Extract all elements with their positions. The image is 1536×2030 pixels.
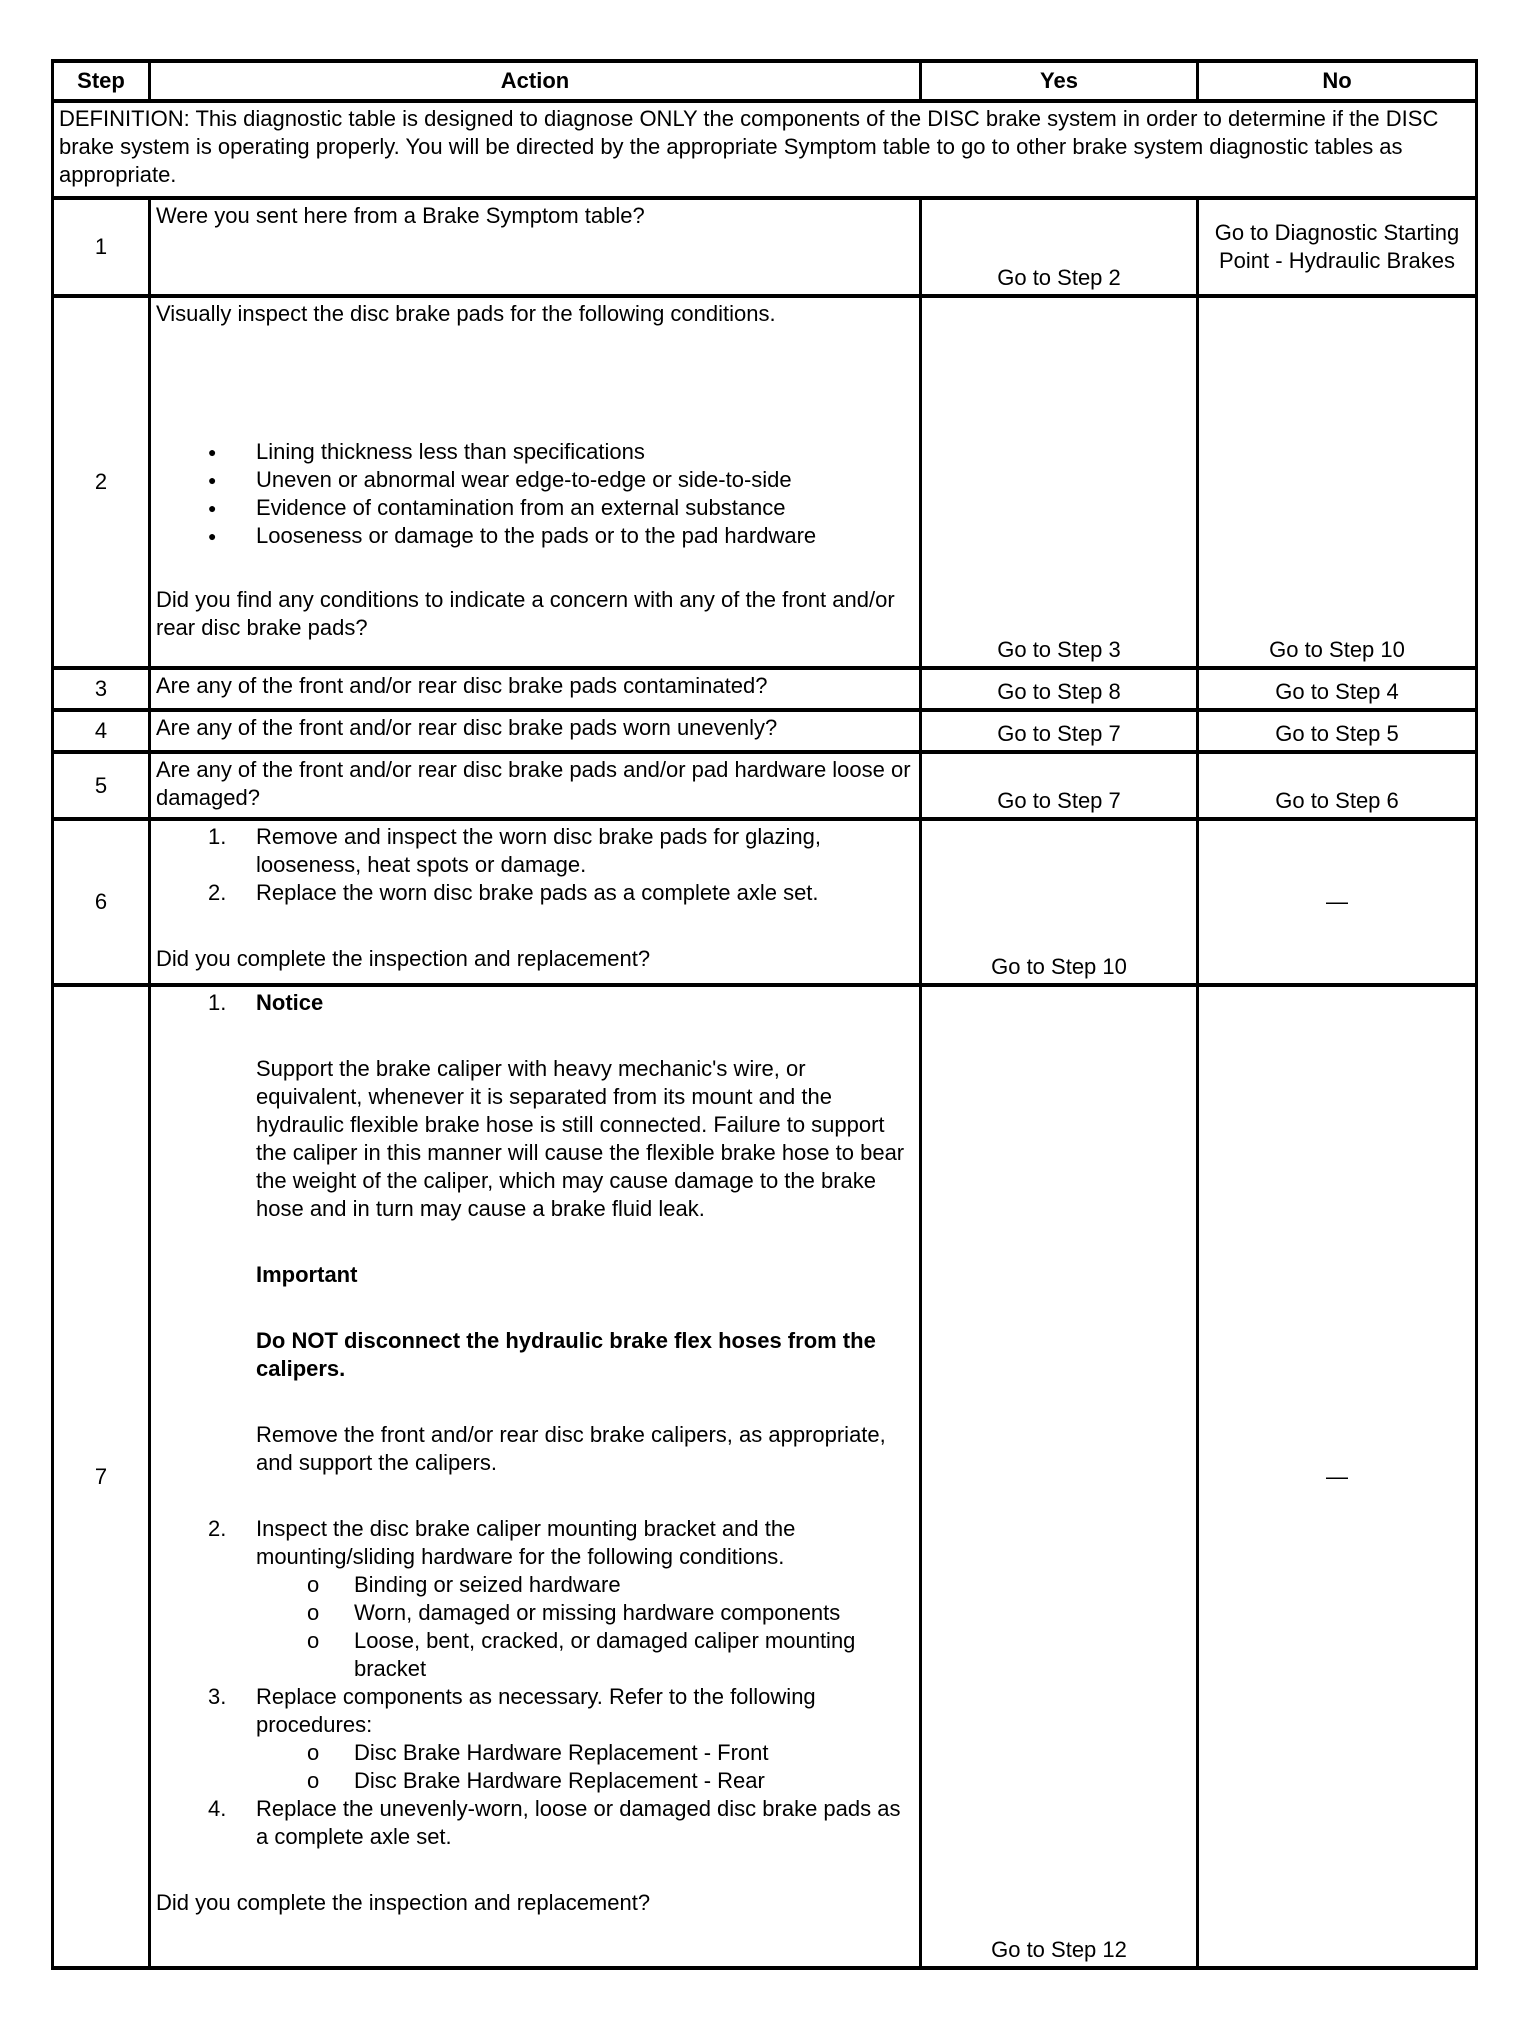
important-text: Do NOT disconnect the hydraulic brake flex hoses from the calipers. (256, 1328, 876, 1381)
no-answer: Go to Step 5 (1198, 710, 1477, 752)
yes-answer: Go to Step 12 (921, 985, 1198, 1968)
yes-answer: Go to Step 3 (921, 296, 1198, 668)
step-number: 2 (53, 296, 150, 668)
important-label: Important (256, 1262, 358, 1287)
header-step: Step (53, 61, 150, 101)
action-text: Were you sent here from a Brake Symptom table? (150, 198, 921, 296)
yes-answer: Go to Step 7 (921, 710, 1198, 752)
action-text: Are any of the front and/or rear disc brake pads worn unevenly? (150, 710, 921, 752)
table-row (53, 198, 1477, 296)
sub-item (156, 1627, 914, 1683)
item-number: 3. (208, 1684, 227, 1709)
step-number: 4 (53, 710, 150, 752)
circle-bullet-icon: o (307, 1628, 320, 1653)
item-text: Replace the worn disc brake pads as a complete axle set. (256, 880, 819, 905)
item-text: Replace components as necessary. Refer to the following procedures: (256, 1684, 816, 1737)
header-no: No (1198, 61, 1477, 101)
table-row (53, 710, 1477, 752)
numbered-item (156, 1515, 914, 1571)
table-row (53, 752, 1477, 819)
sub-item (156, 1767, 914, 1795)
list-item: ● Lining thickness less than specifications (156, 438, 914, 466)
header-action: Action (150, 61, 921, 101)
no-answer: Go to Step 4 (1198, 668, 1477, 710)
diagnostic-table (51, 59, 1478, 1970)
sub-item (156, 1599, 914, 1627)
sub-item-text: Worn, damaged or missing hardware components (354, 1600, 841, 1625)
definition-row (53, 101, 1477, 198)
circle-bullet-icon: o (307, 1572, 320, 1597)
definition-text: DEFINITION: This diagnostic table is designed to diagnose ONLY the components of the DISC brake system in order to determine if the DISC brake system is operating properly. You will be directed by the appropriate Symptom table to go to other brake system diagnostic tables as appropriate. (53, 101, 1477, 198)
step-number: 7 (53, 985, 150, 1968)
circle-bullet-icon: o (307, 1740, 320, 1765)
yes-answer: Go to Step 8 (921, 668, 1198, 710)
item-text: Replace the unevenly-worn, loose or damaged disc brake pads as a complete axle set. (256, 1796, 901, 1849)
numbered-item (156, 1683, 914, 1739)
numbered-item (156, 823, 914, 879)
action-cell (150, 985, 921, 1968)
item-number: 1. (208, 990, 227, 1015)
step-number: 6 (53, 819, 150, 985)
step-number: 5 (53, 752, 150, 819)
circle-bullet-icon: o (307, 1600, 320, 1625)
item-number: 2. (208, 880, 227, 905)
action-cell (150, 819, 921, 985)
action-question: Did you complete the inspection and replacement? (156, 1890, 651, 1915)
notice-label: Notice (256, 990, 324, 1015)
numbered-item (156, 1795, 914, 1851)
action-text: Are any of the front and/or rear disc brake pads contaminated? (150, 668, 921, 710)
action-intro: Visually inspect the disc brake pads for the following conditions. (156, 301, 776, 326)
no-answer: Go to Step 6 (1198, 752, 1477, 819)
circle-bullet-icon: o (307, 1768, 320, 1793)
item-text: Inspect the disc brake caliper mounting bracket and the mounting/sliding hardware for the following conditions. (256, 1516, 796, 1569)
table-row (53, 296, 1477, 668)
no-answer: — (1198, 819, 1477, 985)
condition-list (156, 438, 914, 550)
item-text: Remove the front and/or rear disc brake calipers, as appropriate, and support the calipers. (256, 1422, 886, 1475)
sub-item-text: Disc Brake Hardware Replacement - Rear (354, 1768, 765, 1793)
list-item: ● Uneven or abnormal wear edge-to-edge or side-to-side (156, 466, 914, 494)
yes-answer: Go to Step 7 (921, 752, 1198, 819)
numbered-item (156, 989, 914, 1017)
no-answer: Go to Step 10 (1198, 296, 1477, 668)
action-question: Did you find any conditions to indicate a concern with any of the front and/or rear disc brake pads? (156, 587, 895, 640)
table-row (53, 819, 1477, 985)
sub-item (156, 1571, 914, 1599)
sub-item-text: Loose, bent, cracked, or damaged caliper mounting bracket (354, 1628, 856, 1681)
step-number: 3 (53, 668, 150, 710)
action-cell (150, 296, 921, 668)
action-text: Are any of the front and/or rear disc brake pads and/or pad hardware loose or damaged? (150, 752, 921, 819)
header-yes: Yes (921, 61, 1198, 101)
sub-item-text: Disc Brake Hardware Replacement - Front (354, 1740, 769, 1765)
header-row (53, 61, 1477, 101)
no-answer: — (1198, 985, 1477, 1968)
sub-item-text: Binding or seized hardware (354, 1572, 621, 1597)
table-row (53, 668, 1477, 710)
numbered-item (156, 879, 914, 907)
list-item: ● Evidence of contamination from an external substance (156, 494, 914, 522)
item-number: 1. (208, 824, 227, 849)
action-question: Did you complete the inspection and replacement? (156, 946, 651, 971)
item-number: 4. (208, 1796, 227, 1821)
item-number: 2. (208, 1516, 227, 1541)
yes-answer: Go to Step 10 (921, 819, 1198, 985)
notice-text: Support the brake caliper with heavy mechanic's wire, or equivalent, whenever it is separated from its mount and the hydraulic flexible brake hose is still connected. Failure to support the caliper in this manner will cause the flexible brake hose to bear the weight of the caliper, which may cause damage to the brake hose and in turn may cause a brake fluid leak. (256, 1056, 905, 1221)
item-text: Remove and inspect the worn disc brake pads for glazing, looseness, heat spots or damage. (256, 824, 821, 877)
no-answer: Go to Diagnostic Starting Point - Hydraulic Brakes (1198, 198, 1477, 296)
yes-answer: Go to Step 2 (921, 198, 1198, 296)
list-item: ● Looseness or damage to the pads or to the pad hardware (156, 522, 914, 550)
sub-item (156, 1739, 914, 1767)
table-row (53, 985, 1477, 1968)
step-number: 1 (53, 198, 150, 296)
